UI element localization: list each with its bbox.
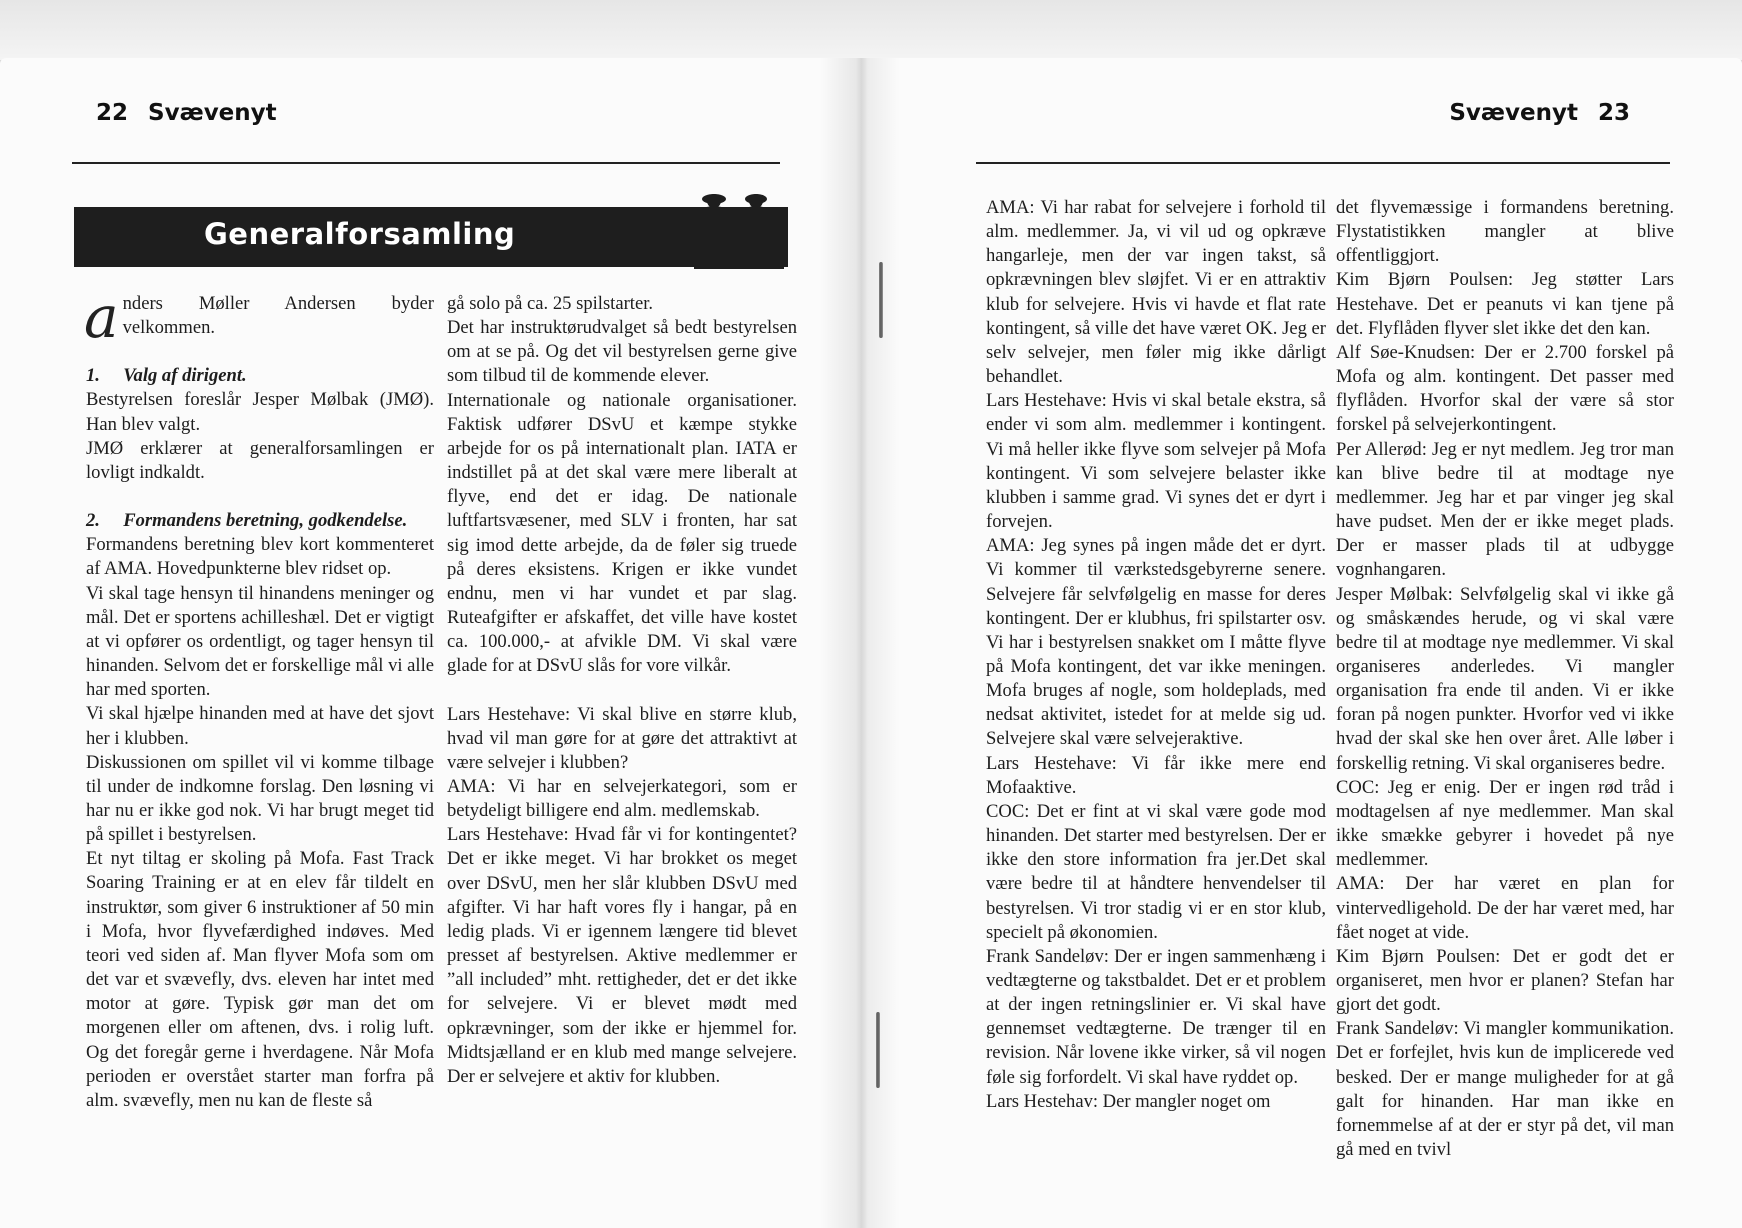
paragraph: Bestyrelsen foreslår Jesper Mølbak (JMØ). Han blev valgt. <box>86 389 434 435</box>
paragraph: a nders Møller Andersen byder velkommen. <box>84 283 434 351</box>
paragraph: Lars Hestehave: Hvad får vi for kontingentet? Det er ikke meget. Vi har brokket os meget over DSvU, men her slår klubben DSvU med afgifter. Vi har haft vores fly i hangar, på en ledig plads. Vi er igennem længere tid blevet presset af bestyrelsen. Aktive medlemmer er ”all included” mht. rettigheder, det er det ikke for selvejere. Vi er blevet mødt med opkrævninger, som der ikke er hjemmel for. Midtsjælland er en klub med mange selvejere. Der er selvejere et aktiv for klubben. <box>447 824 797 1087</box>
page-number: 22 <box>96 100 129 126</box>
staple-top <box>879 262 883 338</box>
paragraph: AMA: Vi har rabat for selvejere i forhold til alm. medlemmer. Ja, vi vil ud og opkræve hangarleje, men der var ingen takst, så opkrævningen blev sløjfet. Vi er en attraktiv klub for selvejere. Hvis vi havde et flat rate kontingent, så ville det have været OK. Jeg er selv selvejer, men føler mig ikke dårligt behandlet. <box>986 197 1326 388</box>
magazine-title: Svævenyt <box>148 100 277 126</box>
paragraph: Vi skal tage hensyn til hinandens meninger og mål. Det er sportens achilleshæl. Det er vigtigt at vi opfører os ordentligt, og tager hensyn til hinanden. Selvom det er forskellige mål vi alle har med sporten. <box>86 582 435 701</box>
paragraph: Lars Hestehave: Vi får ikke mere end Mofaaktive. <box>986 752 1326 798</box>
left-page-header <box>96 100 277 126</box>
paragraph: Lars Hestehav: Der mangler noget om <box>986 1090 1271 1112</box>
paragraph: Internationale og nationale organisationer. Faktisk udfører DSvU et kæmpe stykke arbejde for os på internationalt plan. IATA er indstillet på at det skal være mere liberalt at flyve, end det er idag. De nationale luftfartsvæsener, med SLV i fronten, har sat sig imod dette arbejde, da de føler sig truede på deres eksistens. Krigen er ikke vundet endnu, men vi har vundet et par slag. Ruteafgifter er afskaffet, det ville have kostet ca. 100.000,- at afvikle DM. Vi skal være glade for at DSvU slås for vore vilkår. <box>447 389 797 677</box>
paragraph: Kim Bjørn Poulsen: Jeg støtter Lars Hestehave. Det er peanuts vi kan tjene på det. Flyflåden flyver slet ikke det den kan. <box>1336 269 1674 339</box>
paragraph: Det har instruktørudvalget så bedt bestyrelsen om at se på. Og det vil bestyrelsen gerne give som tilbud til de kommende elever. <box>447 317 797 387</box>
paragraph: Alf Søe-Knudsen: Der er 2.700 forskel på Mofa og alm. kontingent. Det passer med flyflåden. Hvorfor skal der være så stor forskel på selvejerkontingent. <box>1336 341 1674 436</box>
magazine-title: Svævenyt <box>1449 100 1578 126</box>
right-page-column-2 <box>1336 196 1674 1162</box>
paragraph: Vi skal hjælpe hinanden med at have det sjovt her i klubben. <box>86 703 434 749</box>
section-heading: 1. Valg af dirigent. <box>86 365 247 387</box>
paragraph: AMA: Der har været en plan for vintervedligehold. De der har været med, har fået noget at vide. <box>1336 873 1674 943</box>
paragraph: COC: Det er fint at vi skal være gode mod hinanden. Det starter med bestyrelsen. Der er ikke den store information fra jer.Det skal være bedre til at håndtere henvendelser til bestyrelsen. Vi tror stadig vi er en stor klub, specielt på økonomien. <box>986 800 1326 943</box>
book-gutter <box>820 58 900 1228</box>
left-page-column-2 <box>447 292 797 1089</box>
section-heading: 2. Formandens beretning, godkendelse. <box>86 510 408 532</box>
left-page-column-1 <box>84 283 435 1113</box>
paragraph: Formandens beretning blev kort kommenteret af AMA. Hovedpunkterne blev ridset op. <box>86 534 434 580</box>
paragraph: Kim Bjørn Poulsen: Det er godt det er organiseret, men hvor er planen? Stefan har gjort det godt. <box>1336 945 1674 1016</box>
staple-bottom <box>876 1012 880 1088</box>
paragraph: JMØ erklærer at generalforsamlingen er lovligt indkaldt. <box>86 437 434 483</box>
paragraph: Lars Hestehave: Vi skal blive en større klub, hvad vil man gøre for at gøre det attraktivt at være selvejer i klubben? <box>447 703 797 773</box>
paragraph: Lars Hestehave: Hvis vi skal betale ekstra, så ender vi som alm. medlemmer i kontingent. Vi må heller ikke flyve som selvejer på Mofa kontingent. Vi som selvejere belaster ikke klubben i samme grad. Vi synes det er dyrt i forvejen. <box>986 390 1326 533</box>
paragraph: Per Allerød: Jeg er nyt medlem. Jeg tror man kan blive bedre til at modtage nye medlemmer. Jeg har et par vinger jeg skal have pudset. Men der er ikke meget plads. Der er masser plads til at udbygge vognhangaren. <box>1336 438 1674 581</box>
banner-title: Generalforsamling <box>204 217 516 251</box>
section-banner <box>74 207 788 267</box>
silhouette-figures-icon <box>694 187 784 269</box>
paragraph: AMA: Vi har en selvejerkategori, som er betydeligt billigere end alm. medlemskab. <box>447 775 797 822</box>
right-page-column-1 <box>986 196 1326 1114</box>
page-number: 23 <box>1597 100 1630 126</box>
paragraph: Diskussionen om spillet vil vi komme tilbage til under de indkomne forslag. Den løsning vi har nu er ikke god nok. Vi har brugt meget tid på spillet i bestyrelsen. <box>86 751 434 846</box>
paragraph: Jesper Mølbak: Selvfølgelig skal vi ikke gå og småskændes herude, og vi skal være bedre til at modtage nye medlemmer. Vi skal organiseres anderledes. Vi mangler organisation fra ende til anden. Vi er ikke foran på nogen punkter. Hvorfor ved vi ikke hvad der skal ske hen over året. Alle løber i forskellig retning. Vi skal organiseres bedre. <box>1336 583 1674 774</box>
paragraph: Et nyt tiltag er skoling på Mofa. Fast Track Soaring Training er at en elev får tildelt en instruktør, som giver 6 instruktioner af 50 min i Mofa, hvor flyvefærdighed indøves. Med teori ved siden af. Man flyver Mofa som om det var et svævefly, dvs. eleven har intet med motor at gøre. Typisk gør man det om morgenen eller om aftenen, dvs. i rolig luft. Og det foregår gerne i hverdagene. Når Mofa perioden er overstået starter man forfra på alm. svævefly, men nu kan de fleste så <box>86 848 434 1111</box>
background-top <box>0 0 1742 60</box>
right-page-header <box>1449 100 1630 126</box>
paragraph: gå solo på ca. 25 spilstarter. <box>447 293 654 314</box>
header-rule-right <box>976 162 1670 164</box>
header-rule-left <box>72 162 780 164</box>
paragraph: Frank Sandeløv: Der er ingen sammenhæng i vedtægterne og takstbaldet. Det er et problem at der ingen retningslinier er. Vi skal have gennemset vedtægterne. De trænger til en revision. Når lovene ikke virker, så vil nogen føle sig forfordelt. Vi skal have ryddet op. <box>986 945 1326 1088</box>
paragraph: det flyvemæssige i formandens beretning. Flystatistikken mangler at blive offentliggjort. <box>1336 197 1674 267</box>
drop-cap: a <box>84 283 119 351</box>
paragraph: Frank Sandeløv: Vi mangler kommunikation. Det er forfejlet, hvis kun de implicerede ved besked. Der er mange muligheder for at gå galt for hinanden. Har man ikke en fornemmelse af at der er styr på det, vil man gå med en tvivl <box>1336 1018 1674 1161</box>
paragraph: AMA: Jeg synes på ingen måde det er dyrt. Vi kommer til værkstedsgebyrerne senere. Selvejere får selvfølgelig en masse for deres kontingent. Der er klubhus, fri spilstarter osv. Vi har i bestyrelsen snakket om I måtte flyve på Mofa kontingent, det var ikke meningen. Mofa bruges af nogle, som holdeplads, med nedsat aktivitet, istedet for at melde sig ud. Selvejere skal være selvejeraktive. <box>986 535 1326 750</box>
paragraph: COC: Jeg er enig. Der er ingen rød tråd i modtagelsen af nye medlemmer. Man skal ikke smække gebyrer i hovedet på nye medlemmer. <box>1336 776 1674 871</box>
